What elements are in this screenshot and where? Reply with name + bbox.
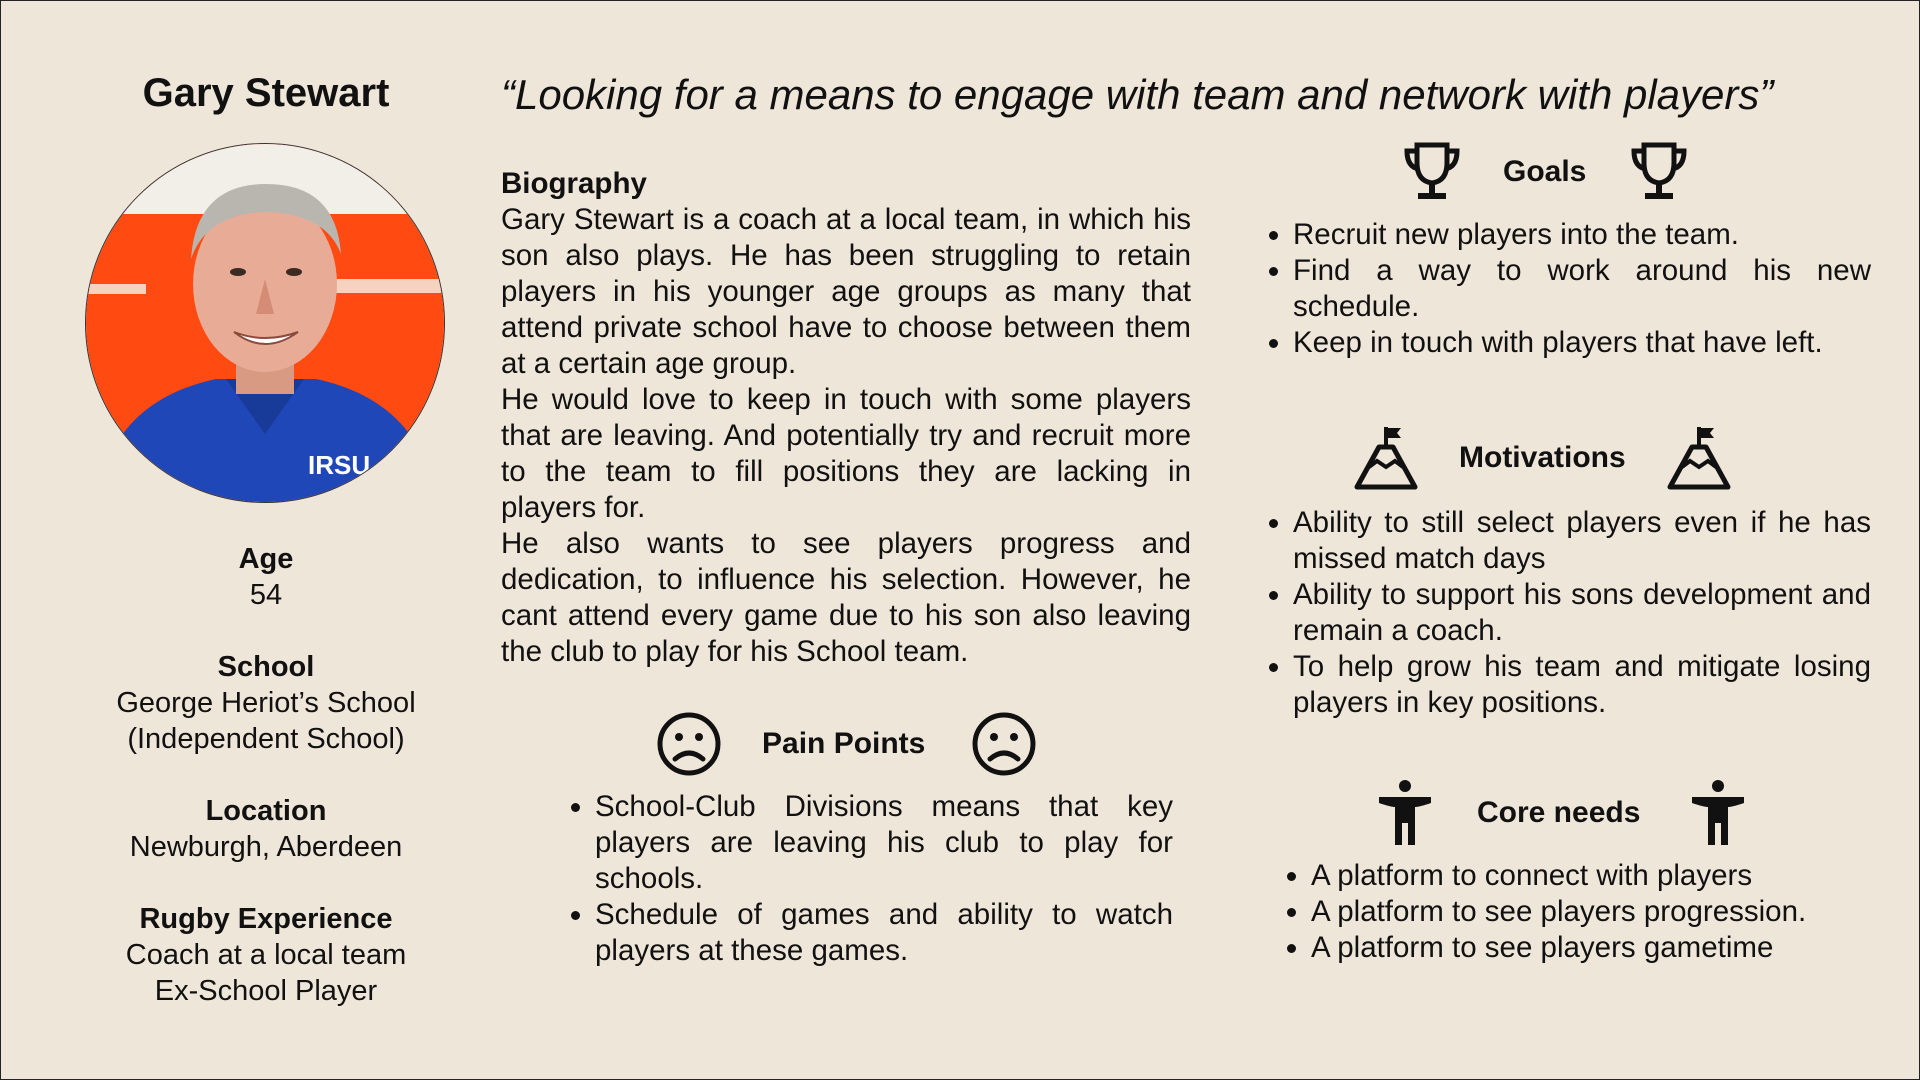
- biography-section: [501, 166, 1191, 670]
- person-icon: [1688, 779, 1748, 847]
- school-label: School: [217, 651, 315, 683]
- experience-label: Rugby Experience: [139, 903, 393, 935]
- pain-points-heading-row: [656, 711, 1037, 777]
- trophy-icon: [1403, 141, 1461, 203]
- goals-list: [1263, 217, 1871, 361]
- motivations-list: [1263, 505, 1871, 721]
- location-value: Newburgh, Aberdeen: [129, 831, 403, 863]
- persona-details: [81, 541, 451, 1045]
- core-needs-heading: Core needs: [1477, 796, 1641, 829]
- list-item: • Keep in touch with players that have left.: [1293, 325, 1871, 361]
- core-needs-heading-row: [1375, 779, 1748, 847]
- portrait-photo: [86, 144, 444, 502]
- list-item: • Schedule of games and ability to watch players at these games.: [595, 897, 1173, 969]
- list-item: • Ability to still select players even if he has missed match days: [1293, 505, 1871, 577]
- persona-quote: “Looking for a means to engage with team and network with players”: [501, 71, 1774, 118]
- mountain-flag-icon: [1666, 425, 1732, 491]
- list-item: • To help grow his team and mitigate losing players in key positions.: [1293, 649, 1871, 721]
- list-item: • A platform to connect with players: [1311, 858, 1911, 894]
- motivations-heading: Motivations: [1459, 441, 1626, 474]
- biography-paragraph: Gary Stewart is a coach at a local team, in which his son also plays. He has been struggling to retain players in his younger age groups as many that attend private school have to choose between them at a certain age group.: [501, 203, 1191, 380]
- age-value: 54: [249, 579, 283, 611]
- avatar: [85, 143, 445, 503]
- trophy-icon: [1630, 141, 1688, 203]
- age-label: Age: [238, 543, 294, 575]
- pain-points-list: [565, 789, 1173, 969]
- list-item: • Recruit new players into the team.: [1293, 217, 1871, 253]
- persona-name: Gary Stewart: [142, 71, 390, 115]
- mountain-flag-icon: [1353, 425, 1419, 491]
- location-label: Location: [205, 795, 327, 827]
- list-item: • School-Club Divisions means that key players are leaving his club to play for schools.: [595, 789, 1173, 897]
- school-value: George Heriot’s School: [116, 687, 416, 719]
- goals-heading: Goals: [1503, 155, 1587, 188]
- biography-heading: Biography: [501, 167, 647, 200]
- motivations-heading-row: [1353, 425, 1732, 491]
- list-item: • A platform to see players gametime: [1311, 930, 1911, 966]
- pain-points-heading: Pain Points: [762, 727, 926, 760]
- list-item: • Find a way to work around his new schedule.: [1293, 253, 1871, 325]
- biography-paragraph: He would love to keep in touch with some players that are leaving. And potentially try and recruit more to the team to fill positions they are lacking in players for.: [501, 383, 1191, 524]
- biography-paragraph: He also wants to see players progress and dedication, to influence his selection. However, he cant attend every game due to his son also leaving the club to play for his School team.: [501, 527, 1191, 668]
- list-item: • Ability to support his sons development and remain a coach.: [1293, 577, 1871, 649]
- sad-face-icon: [656, 711, 722, 777]
- school-type: (Independent School): [127, 723, 405, 755]
- sad-face-icon: [971, 711, 1037, 777]
- core-needs-list: [1281, 858, 1911, 966]
- experience-value-1: Coach at a local team: [125, 939, 407, 971]
- svg-text:IRSU: IRSU: [308, 450, 371, 480]
- experience-value-2: Ex-School Player: [154, 975, 378, 1007]
- person-icon: [1375, 779, 1435, 847]
- goals-heading-row: [1403, 141, 1688, 203]
- list-item: • A platform to see players progression.: [1311, 894, 1911, 930]
